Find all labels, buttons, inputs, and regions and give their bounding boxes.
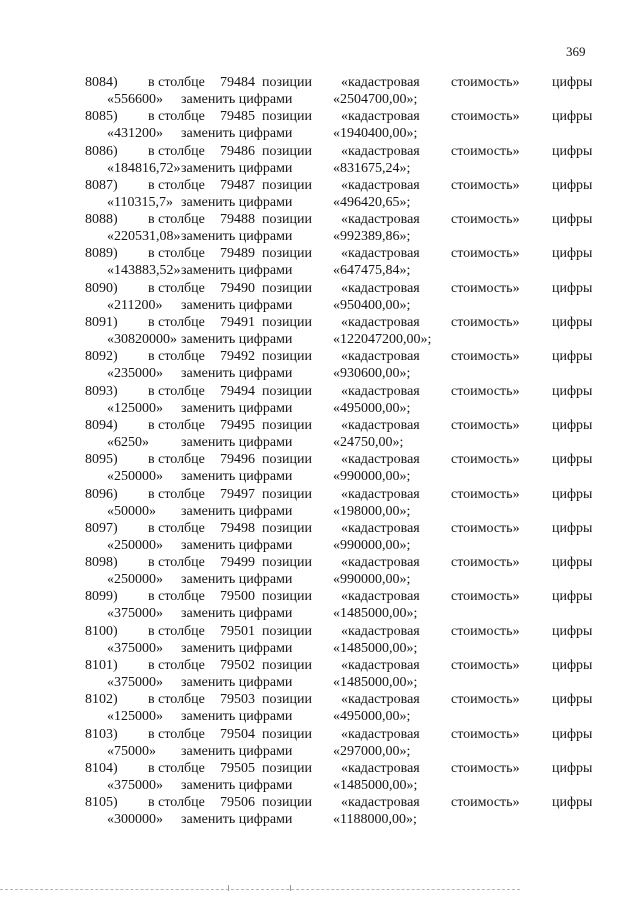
replace-text: заменить цифрами: [181, 709, 293, 725]
amendment-entry: [0, 692, 640, 726]
cost-word: стоимость»: [451, 726, 520, 742]
cost-word: стоимость»: [451, 555, 520, 571]
position-code: 79496: [220, 452, 255, 468]
old-value: «375000»: [107, 777, 163, 793]
old-value: «75000»: [107, 743, 156, 759]
digits-word: цифры: [552, 383, 593, 399]
cost-word: стоимость»: [451, 177, 520, 193]
replace-text: заменить цифрами: [181, 92, 293, 107]
old-value: «125000»: [107, 400, 163, 416]
replace-text: заменить цифрами: [181, 332, 293, 348]
replace-text: заменить цифрами: [181, 675, 293, 691]
entry-number: 8098): [85, 555, 118, 571]
digits-word: цифры: [552, 555, 593, 571]
cadastral-word: «кадастровая: [341, 555, 420, 571]
in-column-text: в столбце: [148, 177, 205, 193]
amendment-entry: [0, 109, 640, 143]
new-value: «297000,00»;: [333, 743, 411, 759]
digits-word: цифры: [552, 143, 593, 159]
position-word: позиции: [262, 452, 312, 468]
in-column-text: в столбце: [148, 109, 205, 125]
position-word: позиции: [262, 143, 312, 159]
amendment-entry: [0, 624, 640, 658]
in-column-text: в столбце: [148, 692, 205, 708]
replace-text: заменить цифрами: [181, 229, 293, 245]
in-column-text: в столбце: [148, 555, 205, 571]
position-word: позиции: [262, 486, 312, 502]
entry-number: 8099): [85, 589, 118, 605]
replace-text: заменить цифрами: [181, 194, 293, 210]
new-value: «990000,00»;: [333, 469, 411, 485]
cadastral-word: «кадастровая: [341, 383, 420, 399]
digits-word: цифры: [552, 75, 593, 90]
entry-number: 8092): [85, 349, 118, 365]
position-word: позиции: [262, 246, 312, 262]
cost-word: стоимость»: [451, 692, 520, 708]
entry-number: 8096): [85, 486, 118, 502]
position-word: позиции: [262, 589, 312, 605]
entry-number: 8093): [85, 383, 118, 399]
position-word: позиции: [262, 760, 312, 776]
entry-number: 8087): [85, 177, 118, 193]
new-value: «24750,00»;: [333, 434, 404, 450]
in-column-text: в столбце: [148, 143, 205, 159]
old-value: «375000»: [107, 606, 163, 622]
old-value: «220531,08»: [107, 229, 181, 245]
entry-number: 8097): [85, 520, 118, 536]
digits-word: цифры: [552, 589, 593, 605]
cost-word: стоимость»: [451, 109, 520, 125]
new-value: «1485000,00»;: [333, 640, 418, 656]
cost-word: стоимость»: [451, 452, 520, 468]
new-value: «990000,00»;: [333, 537, 411, 553]
digits-word: цифры: [552, 726, 593, 742]
cadastral-word: «кадастровая: [341, 589, 420, 605]
position-word: позиции: [262, 623, 312, 639]
cost-word: стоимость»: [451, 760, 520, 776]
replace-text: заменить цифрами: [181, 640, 293, 656]
cadastral-word: «кадастровая: [341, 486, 420, 502]
in-column-text: в столбце: [148, 658, 205, 674]
position-code: 79499: [220, 555, 255, 571]
amendment-entry: [0, 418, 640, 452]
position-code: 79497: [220, 486, 255, 502]
position-code: 79484: [220, 75, 255, 90]
old-value: «211200»: [107, 297, 163, 313]
new-value: «1188000,00»;: [333, 812, 417, 828]
cadastral-word: «кадастровая: [341, 658, 420, 674]
in-column-text: в столбце: [148, 349, 205, 365]
position-word: позиции: [262, 109, 312, 125]
position-word: позиции: [262, 212, 312, 228]
digits-word: цифры: [552, 212, 593, 228]
new-value: «831675,24»;: [333, 160, 411, 176]
position-word: позиции: [262, 75, 312, 90]
old-value: «235000»: [107, 366, 163, 382]
scan-artifact-tick: [228, 885, 229, 891]
digits-word: цифры: [552, 760, 593, 776]
cadastral-word: «кадастровая: [341, 795, 420, 811]
entry-number: 8090): [85, 280, 118, 296]
new-value: «647475,84»;: [333, 263, 411, 279]
replace-text: заменить цифрами: [181, 812, 293, 828]
replace-text: заменить цифрами: [181, 263, 293, 279]
cost-word: стоимость»: [451, 520, 520, 536]
in-column-text: в столбце: [148, 280, 205, 296]
new-value: «496420,65»;: [333, 194, 411, 210]
position-code: 79491: [220, 315, 255, 331]
position-code: 79498: [220, 520, 255, 536]
cadastral-word: «кадастровая: [341, 280, 420, 296]
cost-word: стоимость»: [451, 383, 520, 399]
cost-word: стоимость»: [451, 623, 520, 639]
in-column-text: в столбце: [148, 760, 205, 776]
in-column-text: в столбце: [148, 623, 205, 639]
position-word: позиции: [262, 795, 312, 811]
in-column-text: в столбце: [148, 452, 205, 468]
position-word: позиции: [262, 658, 312, 674]
digits-word: цифры: [552, 692, 593, 708]
old-value: «375000»: [107, 675, 163, 691]
position-code: 79495: [220, 417, 255, 433]
digits-word: цифры: [552, 623, 593, 639]
cost-word: стоимость»: [451, 315, 520, 331]
cost-word: стоимость»: [451, 212, 520, 228]
position-code: 79501: [220, 623, 255, 639]
old-value: «250000»: [107, 572, 163, 588]
entry-number: 8091): [85, 315, 118, 331]
position-code: 79489: [220, 246, 255, 262]
old-value: «431200»: [107, 126, 163, 142]
entry-number: 8094): [85, 417, 118, 433]
amendment-entry: [0, 727, 640, 761]
digits-word: цифры: [552, 349, 593, 365]
position-code: 79502: [220, 658, 255, 674]
replace-text: заменить цифрами: [181, 743, 293, 759]
replace-text: заменить цифрами: [181, 366, 293, 382]
cost-word: стоимость»: [451, 417, 520, 433]
position-word: позиции: [262, 726, 312, 742]
new-value: «2504700,00»;: [333, 92, 418, 107]
amendment-entry: [0, 452, 640, 486]
replace-text: заменить цифрами: [181, 469, 293, 485]
position-code: 79486: [220, 143, 255, 159]
old-value: «143883,52»: [107, 263, 181, 279]
entry-number: 8095): [85, 452, 118, 468]
position-code: 79500: [220, 589, 255, 605]
replace-text: заменить цифрами: [181, 434, 293, 450]
cadastral-word: «кадастровая: [341, 692, 420, 708]
amendment-entry: [0, 658, 640, 692]
old-value: «110315,7»: [107, 194, 173, 210]
digits-word: цифры: [552, 486, 593, 502]
position-code: 79485: [220, 109, 255, 125]
old-value: «250000»: [107, 537, 163, 553]
old-value: «556600»: [107, 92, 163, 107]
old-value: «50000»: [107, 503, 156, 519]
replace-text: заменить цифрами: [181, 400, 293, 416]
amendment-entry: [0, 521, 640, 555]
entry-number: 8085): [85, 109, 118, 125]
cadastral-word: «кадастровая: [341, 212, 420, 228]
new-value: «495000,00»;: [333, 400, 411, 416]
digits-word: цифры: [552, 280, 593, 296]
cost-word: стоимость»: [451, 349, 520, 365]
digits-word: цифры: [552, 658, 593, 674]
digits-word: цифры: [552, 452, 593, 468]
entry-number: 8105): [85, 795, 118, 811]
position-code: 79504: [220, 726, 255, 742]
entry-list: [0, 75, 640, 830]
position-word: позиции: [262, 280, 312, 296]
position-word: позиции: [262, 692, 312, 708]
entry-number: 8104): [85, 760, 118, 776]
entry-number: 8088): [85, 212, 118, 228]
new-value: «950400,00»;: [333, 297, 411, 313]
new-value: «1940400,00»;: [333, 126, 418, 142]
position-word: позиции: [262, 555, 312, 571]
position-code: 79503: [220, 692, 255, 708]
replace-text: заменить цифрами: [181, 503, 293, 519]
in-column-text: в столбце: [148, 315, 205, 331]
cadastral-word: «кадастровая: [341, 726, 420, 742]
position-word: позиции: [262, 417, 312, 433]
new-value: «198000,00»;: [333, 503, 411, 519]
in-column-text: в столбце: [148, 486, 205, 502]
cost-word: стоимость»: [451, 75, 520, 90]
page-number: 369: [566, 44, 586, 59]
position-code: 79505: [220, 760, 255, 776]
amendment-entry: [0, 349, 640, 383]
old-value: «6250»: [107, 434, 149, 450]
amendment-entry: [0, 144, 640, 178]
cadastral-word: «кадастровая: [341, 246, 420, 262]
cadastral-word: «кадастровая: [341, 109, 420, 125]
in-column-text: в столбце: [148, 246, 205, 262]
replace-text: заменить цифрами: [181, 777, 293, 793]
digits-word: цифры: [552, 417, 593, 433]
old-value: «375000»: [107, 640, 163, 656]
digits-word: цифры: [552, 109, 593, 125]
position-code: 79488: [220, 212, 255, 228]
position-code: 79494: [220, 383, 255, 399]
cadastral-word: «кадастровая: [341, 349, 420, 365]
digits-word: цифры: [552, 177, 593, 193]
cost-word: стоимость»: [451, 143, 520, 159]
entry-number: 8103): [85, 726, 118, 742]
cadastral-word: «кадастровая: [341, 452, 420, 468]
in-column-text: в столбце: [148, 589, 205, 605]
position-word: позиции: [262, 315, 312, 331]
replace-text: заменить цифрами: [181, 160, 293, 176]
old-value: «184816,72»: [107, 160, 181, 176]
cadastral-word: «кадастровая: [341, 75, 420, 90]
digits-word: цифры: [552, 795, 593, 811]
amendment-entry: [0, 761, 640, 795]
cadastral-word: «кадастровая: [341, 760, 420, 776]
new-value: «495000,00»;: [333, 709, 411, 725]
old-value: «125000»: [107, 709, 163, 725]
replace-text: заменить цифрами: [181, 126, 293, 142]
cadastral-word: «кадастровая: [341, 315, 420, 331]
amendment-entry: [0, 315, 640, 349]
replace-text: заменить цифрами: [181, 606, 293, 622]
cadastral-word: «кадастровая: [341, 417, 420, 433]
position-word: позиции: [262, 177, 312, 193]
in-column-text: в столбце: [148, 795, 205, 811]
replace-text: заменить цифрами: [181, 572, 293, 588]
scan-artifact-tick: [290, 885, 291, 891]
new-value: «122047200,00»;: [333, 332, 432, 348]
entry-number: 8102): [85, 692, 118, 708]
new-value: «992389,86»;: [333, 229, 411, 245]
old-value: «300000»: [107, 812, 163, 828]
position-code: 79492: [220, 349, 255, 365]
in-column-text: в столбце: [148, 383, 205, 399]
amendment-entry: [0, 487, 640, 521]
entry-number: 8089): [85, 246, 118, 262]
cost-word: стоимость»: [451, 280, 520, 296]
position-code: 79490: [220, 280, 255, 296]
in-column-text: в столбце: [148, 726, 205, 742]
cadastral-word: «кадастровая: [341, 177, 420, 193]
new-value: «930600,00»;: [333, 366, 411, 382]
new-value: «1485000,00»;: [333, 606, 418, 622]
amendment-entry: [0, 246, 640, 280]
entry-number: 8100): [85, 623, 118, 639]
cost-word: стоимость»: [451, 589, 520, 605]
scan-artifact-line: [0, 889, 520, 890]
position-word: позиции: [262, 383, 312, 399]
amendment-entry: [0, 589, 640, 623]
in-column-text: в столбце: [148, 75, 205, 90]
digits-word: цифры: [552, 246, 593, 262]
cadastral-word: «кадастровая: [341, 520, 420, 536]
cadastral-word: «кадастровая: [341, 623, 420, 639]
amendment-entry: [0, 212, 640, 246]
cost-word: стоимость»: [451, 246, 520, 262]
entry-number: 8086): [85, 143, 118, 159]
old-value: «30820000»: [107, 332, 177, 348]
replace-text: заменить цифрами: [181, 297, 293, 313]
in-column-text: в столбце: [148, 417, 205, 433]
in-column-text: в столбце: [148, 520, 205, 536]
new-value: «1485000,00»;: [333, 777, 418, 793]
digits-word: цифры: [552, 520, 593, 536]
amendment-entry: [0, 178, 640, 212]
cost-word: стоимость»: [451, 658, 520, 674]
position-word: позиции: [262, 520, 312, 536]
amendment-entry: [0, 281, 640, 315]
position-word: позиции: [262, 349, 312, 365]
amendment-entry: [0, 75, 640, 109]
amendment-entry: [0, 384, 640, 418]
in-column-text: в столбце: [148, 212, 205, 228]
new-value: «1485000,00»;: [333, 675, 418, 691]
cost-word: стоимость»: [451, 795, 520, 811]
cadastral-word: «кадастровая: [341, 143, 420, 159]
entry-number: 8084): [85, 75, 118, 90]
digits-word: цифры: [552, 315, 593, 331]
entry-number: 8101): [85, 658, 118, 674]
old-value: «250000»: [107, 469, 163, 485]
new-value: «990000,00»;: [333, 572, 411, 588]
position-code: 79506: [220, 795, 255, 811]
cost-word: стоимость»: [451, 486, 520, 502]
position-code: 79487: [220, 177, 255, 193]
replace-text: заменить цифрами: [181, 537, 293, 553]
amendment-entry: [0, 795, 640, 829]
amendment-entry: [0, 555, 640, 589]
